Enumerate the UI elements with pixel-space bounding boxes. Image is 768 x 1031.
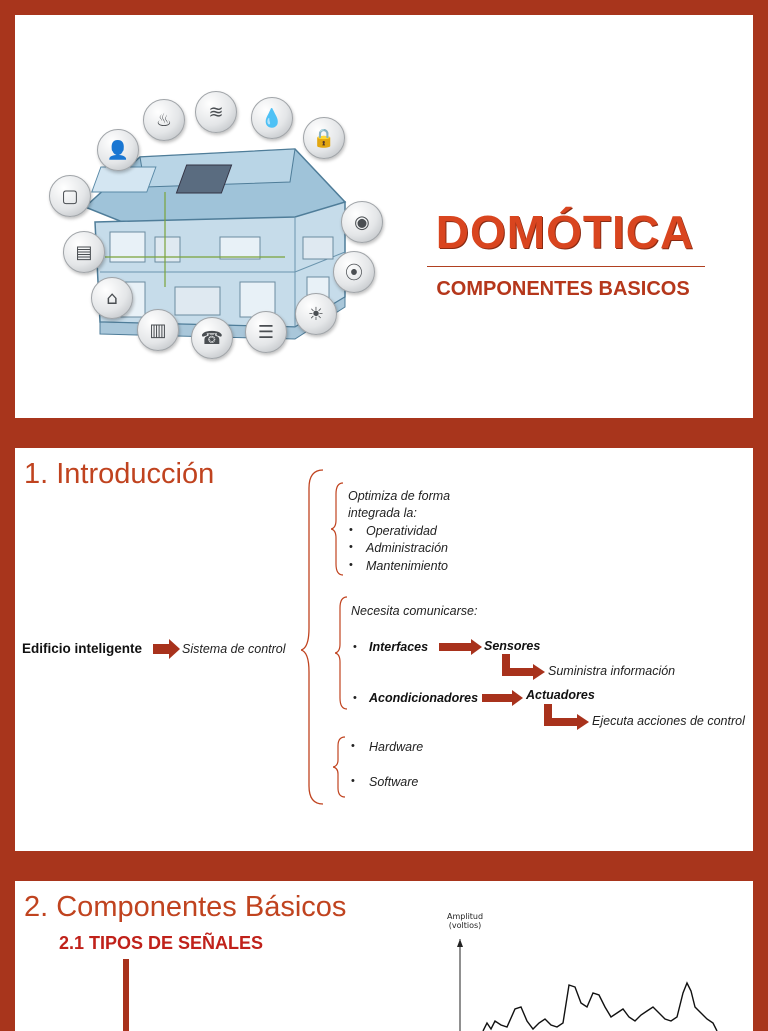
water-drop-icon: 💧 xyxy=(251,97,293,139)
house-icon: ⌂ xyxy=(91,277,133,319)
list-item: Administración xyxy=(366,541,448,555)
slide-componentes xyxy=(15,881,753,1031)
radiator-icon: ▥ xyxy=(137,309,179,351)
list-item: Hardware xyxy=(369,740,424,754)
brace-group3 xyxy=(333,736,347,798)
phone-icon: ☎ xyxy=(191,317,233,359)
actuadores-label: Actuadores xyxy=(526,688,595,702)
light-icon: ☀ xyxy=(295,293,337,335)
arrow-right-icon xyxy=(439,639,483,655)
socket-icon: ⦿ xyxy=(333,251,375,293)
brace-group2 xyxy=(335,596,349,710)
heat-icon: ♨ xyxy=(143,99,185,141)
section-heading: 2. Componentes Básicos xyxy=(24,891,347,923)
heating-icon: ≋ xyxy=(195,91,237,133)
group1-intro-line1: Optimiza de forma xyxy=(348,489,451,503)
section-subheading: 2.1 TIPOS DE SEÑALES xyxy=(59,933,264,953)
blinds-icon: ☰ xyxy=(245,311,287,353)
edificio-label: Edificio inteligente xyxy=(22,641,143,656)
bullet: • xyxy=(351,775,355,787)
actuadores-desc: Ejecuta acciones de control xyxy=(592,714,745,728)
arrow-right-icon xyxy=(153,639,181,659)
remote-icon: ▤ xyxy=(63,231,105,273)
arrow-right-icon xyxy=(482,690,524,706)
title-divider xyxy=(427,266,705,267)
smart-home-illustration xyxy=(45,87,385,377)
elbow-arrow-icon xyxy=(544,704,590,730)
bullet: • xyxy=(349,524,353,536)
bullet: • xyxy=(353,641,357,653)
eye-icon: ◉ xyxy=(341,201,383,243)
page-title: DOMÓTICA xyxy=(435,206,695,258)
list-item: Mantenimiento xyxy=(366,559,448,573)
interfaces-label: Interfaces xyxy=(369,640,429,654)
graph-ylabel-line2: (voltios) xyxy=(448,921,482,930)
slide-introduccion xyxy=(15,448,753,851)
list-item: Software xyxy=(369,775,419,789)
slide-title xyxy=(15,15,753,418)
bullet: • xyxy=(351,740,355,752)
elbow-arrow-icon xyxy=(502,654,546,680)
main-brace xyxy=(301,468,325,808)
lock-icon: 🔒 xyxy=(303,117,345,159)
bullet: • xyxy=(349,559,353,571)
page-subtitle: COMPONENTES BASICOS xyxy=(436,278,690,300)
group2-intro: Necesita comunicarse: xyxy=(351,604,478,618)
section-heading: 1. Introducción xyxy=(24,458,215,490)
person-icon: 👤 xyxy=(97,129,139,171)
bullet: • xyxy=(353,692,357,704)
sensores-label: Sensores xyxy=(484,639,541,653)
signal-graph xyxy=(445,937,745,1031)
brace-group1 xyxy=(331,482,345,576)
sensores-desc: Suministra información xyxy=(548,664,676,678)
vertical-bar xyxy=(123,959,129,1031)
acondicionadores-label: Acondicionadores xyxy=(369,691,479,705)
bullet: • xyxy=(349,541,353,553)
window-icon: ▢ xyxy=(49,175,91,217)
graph-ylabel xyxy=(447,912,483,930)
control-label: Sistema de control xyxy=(182,642,286,656)
list-item: Operatividad xyxy=(366,524,437,538)
graph-ylabel-line1: Amplitud xyxy=(447,912,484,921)
group1-intro-line2: integrada la: xyxy=(348,506,417,520)
